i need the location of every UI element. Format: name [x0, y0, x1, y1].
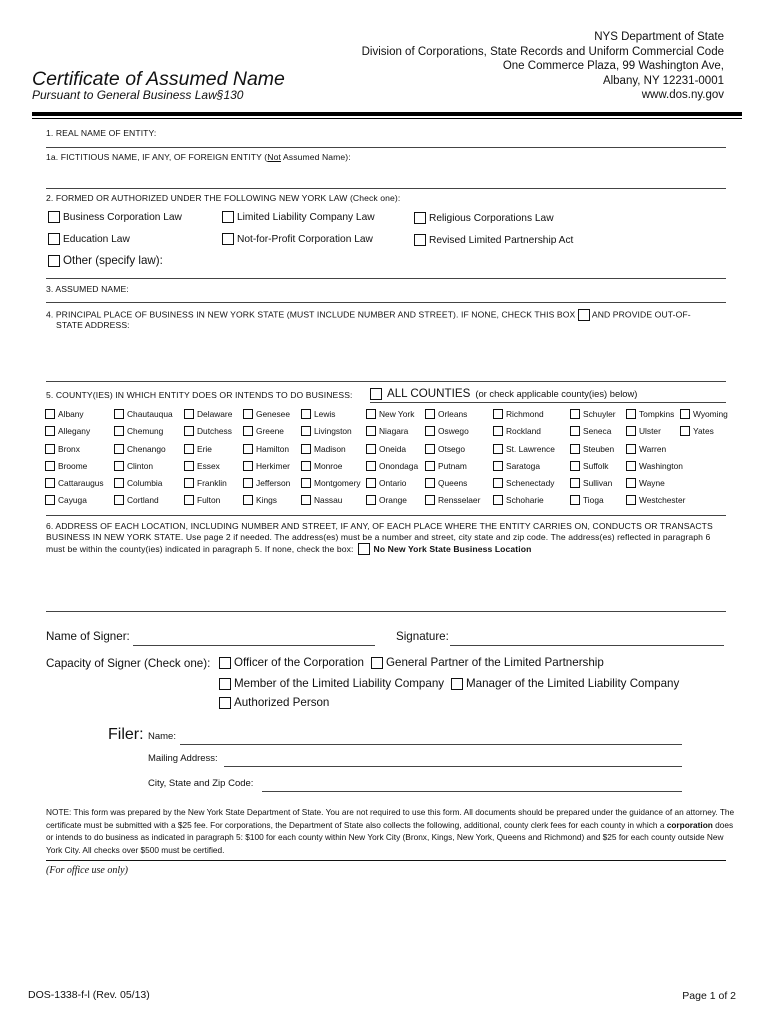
checkbox[interactable]: [222, 233, 234, 245]
county-checkbox[interactable]: [45, 409, 55, 419]
county-option-genesee[interactable]: [243, 409, 290, 419]
county-checkbox[interactable]: [184, 478, 194, 488]
agency-address-block: [362, 30, 724, 103]
county-label: Delaware: [197, 409, 233, 419]
county-label: Niagara: [379, 426, 409, 436]
signature-field[interactable]: [450, 645, 724, 646]
county-option-greene[interactable]: [243, 426, 284, 436]
county-checkbox[interactable]: [570, 478, 580, 488]
county-label: Ulster: [639, 426, 661, 436]
option-llc-manager[interactable]: Manager of the Limited Liability Company: [451, 677, 679, 690]
county-checkbox[interactable]: [243, 478, 253, 488]
county-label: Schoharie: [506, 495, 544, 505]
county-label: Yates: [693, 426, 714, 436]
form-subtitle: Pursuant to General Business Law§130: [32, 88, 244, 102]
filer-label: Filer:: [108, 726, 144, 743]
county-checkbox[interactable]: [243, 409, 253, 419]
county-checkbox[interactable]: [626, 409, 636, 419]
county-label: Madison: [314, 444, 346, 454]
county-checkbox[interactable]: [114, 478, 124, 488]
county-label: Oneida: [379, 444, 407, 454]
counties-underline: [370, 402, 726, 403]
county-option-rockland[interactable]: [493, 426, 541, 436]
option-llc-law[interactable]: Limited Liability Company Law: [222, 211, 375, 223]
county-option-richmond[interactable]: [493, 409, 544, 419]
county-label: Montgomery: [314, 478, 361, 488]
county-label: Lewis: [314, 409, 336, 419]
county-option-onondaga[interactable]: [366, 461, 418, 471]
agency-city: Albany, NY 12231-0001: [602, 74, 724, 87]
county-option-essex[interactable]: [184, 461, 220, 471]
filer-mailing-field[interactable]: [224, 766, 682, 767]
county-option-allegany[interactable]: [45, 426, 90, 436]
county-checkbox[interactable]: [366, 409, 376, 419]
county-checkbox[interactable]: [114, 426, 124, 436]
county-label: Genesee: [256, 409, 290, 419]
county-option-schuyler[interactable]: [570, 409, 616, 419]
county-option-rensselaer[interactable]: [425, 495, 480, 505]
option-education-law[interactable]: Education Law: [48, 233, 130, 245]
county-option-new-york[interactable]: [366, 409, 414, 419]
county-checkbox[interactable]: [493, 478, 503, 488]
county-option-delaware[interactable]: [184, 409, 232, 419]
section-divider: [46, 278, 726, 279]
county-option-chemung[interactable]: [114, 426, 163, 436]
county-option-oswego[interactable]: [425, 426, 469, 436]
county-checkbox[interactable]: [425, 495, 435, 505]
county-label: Queens: [438, 478, 468, 488]
checkbox[interactable]: [219, 697, 231, 709]
checkbox[interactable]: [414, 234, 426, 246]
option-revised-limited-partnership-act[interactable]: Revised Limited Partnership Act: [414, 234, 573, 246]
county-label: Rockland: [506, 426, 541, 436]
agency-division: Division of Corporations, State Records and Uniform Commercial Code: [361, 45, 724, 58]
county-checkbox[interactable]: [45, 426, 55, 436]
county-label: Monroe: [314, 461, 343, 471]
county-option-montgomery[interactable]: [301, 478, 361, 488]
county-option-sullivan[interactable]: [570, 478, 612, 488]
county-label: Wayne: [639, 478, 665, 488]
county-checkbox[interactable]: [184, 495, 194, 505]
county-option-orange[interactable]: [366, 495, 407, 505]
office-use-label: (For office use only): [46, 865, 128, 876]
county-checkbox[interactable]: [114, 409, 124, 419]
county-option-fulton[interactable]: [184, 495, 220, 505]
page-number: Page 1 of 2: [682, 990, 736, 1002]
form-title: Certificate of Assumed Name: [32, 68, 285, 90]
county-option-schenectady[interactable]: [493, 478, 554, 488]
real-name-field[interactable]: [46, 147, 726, 148]
county-checkbox[interactable]: [45, 495, 55, 505]
checkbox[interactable]: [48, 233, 60, 245]
county-label: Greene: [256, 426, 284, 436]
county-label: Kings: [256, 495, 277, 505]
county-option-steuben[interactable]: [570, 444, 614, 454]
county-option-albany[interactable]: [45, 409, 84, 419]
county-option-chenango[interactable]: [114, 444, 166, 454]
county-checkbox[interactable]: [301, 409, 311, 419]
county-label: Suffolk: [583, 461, 609, 471]
filer-name-field[interactable]: [180, 744, 682, 745]
county-label: Seneca: [583, 426, 612, 436]
county-checkbox[interactable]: [114, 461, 124, 471]
county-option-ulster[interactable]: [626, 426, 661, 436]
option-llc-member[interactable]: Member of the Limited Liability Company: [219, 677, 444, 690]
signature-label: Signature:: [396, 630, 449, 643]
county-label: Cattaraugus: [58, 478, 104, 488]
county-option-yates[interactable]: [680, 426, 714, 436]
option-not-for-profit-law[interactable]: Not-for-Profit Corporation Law: [222, 233, 373, 245]
county-checkbox[interactable]: [366, 426, 376, 436]
county-label: Clinton: [127, 461, 154, 471]
county-label: Onondaga: [379, 461, 419, 471]
county-checkbox[interactable]: [301, 461, 311, 471]
county-option-madison[interactable]: [301, 444, 346, 454]
option-religious-corporations-law[interactable]: Religious Corporations Law: [414, 212, 554, 224]
counties-heading: 5. COUNTY(IES) IN WHICH ENTITY DOES OR INTENDS TO DO BUSINESS:: [46, 390, 353, 400]
county-label: Richmond: [506, 409, 544, 419]
county-option-tompkins[interactable]: [626, 409, 674, 419]
county-option-schoharie[interactable]: [493, 495, 544, 505]
county-option-st-lawrence[interactable]: [493, 444, 555, 454]
option-other-law[interactable]: Other (specify law):: [48, 254, 163, 267]
county-checkbox[interactable]: [626, 426, 636, 436]
county-checkbox[interactable]: [493, 426, 503, 436]
county-option-niagara[interactable]: [366, 426, 408, 436]
county-label: Orange: [379, 495, 407, 505]
county-option-saratoga[interactable]: [493, 461, 540, 471]
agency-website: www.dos.ny.gov: [641, 89, 724, 101]
county-label: Rensselaer: [438, 495, 481, 505]
county-label: Schenectady: [506, 478, 555, 488]
county-option-clinton[interactable]: [114, 461, 153, 471]
county-label: Washington: [639, 461, 683, 471]
county-checkbox[interactable]: [366, 495, 376, 505]
county-label: Sullivan: [583, 478, 613, 488]
signer-name-field[interactable]: [133, 645, 375, 646]
county-option-broome[interactable]: [45, 461, 87, 471]
fee-note: NOTE: This form was prepared by the New York State Department of State. You are not required to use this form. All documents should be prepared under the guidance of an attorney. The certificate must be submitted with a $25 fee. For corporations, the Department of State also collects the following, additional, county clerk fees for each county in which a corporation does or intends to do business as indicated in paragraph 5: $100 for each county within New York City (Bronx, Kings, New York, Queens and Richmond) and $25 for each county outside New York City. All checks over $500 must be certified.: [46, 807, 735, 855]
county-checkbox[interactable]: [570, 495, 580, 505]
agency-name: NYS Department of State: [594, 31, 724, 43]
checkbox[interactable]: [371, 657, 383, 669]
county-checkbox[interactable]: [301, 478, 311, 488]
county-checkbox[interactable]: [425, 409, 435, 419]
county-option-oneida[interactable]: [366, 444, 406, 454]
county-option-herkimer[interactable]: [243, 461, 290, 471]
county-label: Chautauqua: [127, 409, 173, 419]
county-checkbox[interactable]: [184, 426, 194, 436]
county-checkbox[interactable]: [425, 478, 435, 488]
locations-heading-line1: 6. ADDRESS OF EACH LOCATION, INCLUDING NUMBER AND STREET, IF ANY, OF EACH PLACE WHERE THE ENTITY CARRIES ON, CONDUCTS OR TRANSACTS: [46, 521, 713, 531]
no-ny-address-checkbox[interactable]: [578, 309, 590, 321]
county-option-seneca[interactable]: [570, 426, 611, 436]
county-checkbox[interactable]: [570, 409, 580, 419]
county-option-kings[interactable]: [243, 495, 277, 505]
county-label: Chenango: [127, 444, 166, 454]
form-id: DOS-1338-f-l (Rev. 05/13): [28, 989, 150, 1001]
county-checkbox[interactable]: [493, 495, 503, 505]
county-option-bronx[interactable]: [45, 444, 80, 454]
county-checkbox[interactable]: [114, 444, 124, 454]
county-label: Saratoga: [506, 461, 540, 471]
county-label: Oswego: [438, 426, 469, 436]
option-authorized-person[interactable]: Authorized Person: [219, 696, 329, 709]
option-all-counties[interactable]: ALL COUNTIES (or check applicable county(ies) below): [370, 387, 637, 400]
county-label: New York: [379, 409, 415, 419]
county-checkbox[interactable]: [425, 444, 435, 454]
county-checkbox[interactable]: [243, 444, 253, 454]
county-label: Ontario: [379, 478, 407, 488]
principal-place-field[interactable]: [46, 381, 726, 382]
locations-heading: [46, 521, 713, 555]
assumed-name-field[interactable]: [46, 302, 726, 303]
locations-field[interactable]: [46, 611, 726, 612]
county-checkbox[interactable]: [626, 495, 636, 505]
county-checkbox[interactable]: [493, 444, 503, 454]
principal-place-heading-cont: STATE ADDRESS:: [56, 320, 130, 330]
county-checkbox[interactable]: [45, 478, 55, 488]
county-label: Columbia: [127, 478, 163, 488]
county-label: Jefferson: [256, 478, 291, 488]
fictitious-name-label: 1a. FICTITIOUS NAME, IF ANY, OF FOREIGN ENTITY (Not Assumed Name):: [46, 152, 351, 162]
county-checkbox[interactable]: [570, 444, 580, 454]
county-label: Putnam: [438, 461, 467, 471]
county-checkbox[interactable]: [493, 461, 503, 471]
county-checkbox[interactable]: [366, 461, 376, 471]
county-label: Tompkins: [639, 409, 675, 419]
county-option-dutchess[interactable]: [184, 426, 232, 436]
county-label: Allegany: [58, 426, 91, 436]
county-label: Bronx: [58, 444, 80, 454]
county-checkbox[interactable]: [626, 444, 636, 454]
county-label: Steuben: [583, 444, 615, 454]
county-checkbox[interactable]: [301, 444, 311, 454]
county-label: Tioga: [583, 495, 604, 505]
locations-heading-line3: must be within the county(ies) indicated in paragraph 5. If none, check the box: No New York State Business Location: [46, 543, 532, 554]
county-label: Albany: [58, 409, 84, 419]
header-rule-thin: [32, 118, 742, 119]
locations-heading-line2: BUSINESS IN NEW YORK STATE. Use page 2 if needed. The address(es) must be a number and street, city state and zip code. The address(es) reflected in paragraph 6: [46, 532, 711, 542]
county-label: Wyoming: [693, 409, 728, 419]
checkbox[interactable]: [414, 212, 426, 224]
county-option-ontario[interactable]: [366, 478, 406, 488]
county-checkbox[interactable]: [626, 461, 636, 471]
county-option-orleans[interactable]: [425, 409, 467, 419]
county-checkbox[interactable]: [301, 495, 311, 505]
county-label: Broome: [58, 461, 88, 471]
county-label: St. Lawrence: [506, 444, 555, 454]
checkbox[interactable]: [219, 657, 231, 669]
county-option-suffolk[interactable]: [570, 461, 608, 471]
checkbox[interactable]: [219, 678, 231, 690]
county-option-chautauqua[interactable]: [114, 409, 173, 419]
county-checkbox[interactable]: [243, 495, 253, 505]
county-checkbox[interactable]: [626, 478, 636, 488]
county-checkbox[interactable]: [366, 478, 376, 488]
county-option-queens[interactable]: [425, 478, 467, 488]
county-label: Chemung: [127, 426, 164, 436]
fictitious-name-field[interactable]: [46, 188, 726, 189]
county-checkbox[interactable]: [243, 461, 253, 471]
county-option-washington[interactable]: [626, 461, 683, 471]
header-rule-thick: [32, 112, 742, 116]
county-label: Dutchess: [197, 426, 232, 436]
county-label: Hamilton: [256, 444, 290, 454]
checkbox[interactable]: [451, 678, 463, 690]
county-checkbox[interactable]: [184, 444, 194, 454]
checkbox[interactable]: [48, 211, 60, 223]
county-label: Herkimer: [256, 461, 290, 471]
county-option-franklin[interactable]: [184, 478, 227, 488]
option-business-corporation-law[interactable]: Business Corporation Law: [48, 211, 182, 223]
county-checkbox[interactable]: [680, 426, 690, 436]
formation-law-heading: 2. FORMED OR AUTHORIZED UNDER THE FOLLOWING NEW YORK LAW (Check one):: [46, 193, 401, 203]
filer-city-label: City, State and Zip Code:: [148, 778, 254, 789]
county-label: Fulton: [197, 495, 221, 505]
county-label: Franklin: [197, 478, 227, 488]
real-name-label: 1. REAL NAME OF ENTITY:: [46, 128, 157, 138]
county-checkbox[interactable]: [570, 461, 580, 471]
county-option-tioga[interactable]: [570, 495, 604, 505]
filer-city-field[interactable]: [262, 791, 682, 792]
county-checkbox[interactable]: [114, 495, 124, 505]
principal-place-heading: 4. PRINCIPAL PLACE OF BUSINESS IN NEW YORK STATE (MUST INCLUDE NUMBER AND STREET). IF NONE, CHECK THIS BOX AND PROVIDE OUT-OF-: [46, 309, 691, 320]
agency-street: One Commerce Plaza, 99 Washington Ave,: [502, 60, 724, 72]
county-label: Orleans: [438, 409, 468, 419]
county-label: Westchester: [639, 495, 686, 505]
county-option-hamilton[interactable]: [243, 444, 289, 454]
option-officer[interactable]: Officer of the Corporation: [219, 656, 364, 669]
county-checkbox[interactable]: [301, 426, 311, 436]
county-checkbox[interactable]: [366, 444, 376, 454]
county-option-columbia[interactable]: [114, 478, 162, 488]
county-option-putnam[interactable]: [425, 461, 467, 471]
county-label: Nassau: [314, 495, 343, 505]
county-option-lewis[interactable]: [301, 409, 335, 419]
county-option-livingston[interactable]: [301, 426, 352, 436]
county-option-jefferson[interactable]: [243, 478, 290, 488]
county-option-otsego[interactable]: [425, 444, 465, 454]
county-option-nassau[interactable]: [301, 495, 342, 505]
all-counties-checkbox[interactable]: [370, 388, 382, 400]
county-option-westchester[interactable]: [626, 495, 685, 505]
section-divider: [46, 515, 726, 516]
county-checkbox[interactable]: [680, 409, 690, 419]
county-option-cortland[interactable]: [114, 495, 159, 505]
county-option-wayne[interactable]: [626, 478, 665, 488]
checkbox[interactable]: [48, 255, 60, 267]
county-label: Warren: [639, 444, 667, 454]
no-location-checkbox[interactable]: [358, 543, 370, 555]
county-label: Essex: [197, 461, 220, 471]
county-label: Cortland: [127, 495, 159, 505]
county-label: Otsego: [438, 444, 466, 454]
county-checkbox[interactable]: [493, 409, 503, 419]
county-checkbox[interactable]: [425, 426, 435, 436]
county-checkbox[interactable]: [45, 444, 55, 454]
checkbox[interactable]: [222, 211, 234, 223]
county-label: Schuyler: [583, 409, 616, 419]
county-checkbox[interactable]: [184, 409, 194, 419]
county-option-wyoming[interactable]: [680, 409, 728, 419]
filer-name-label: Name:: [148, 731, 176, 742]
note-divider: [46, 860, 726, 861]
assumed-name-label: 3. ASSUMED NAME:: [46, 284, 129, 294]
option-general-partner[interactable]: General Partner of the Limited Partnership: [371, 656, 604, 669]
county-option-cayuga[interactable]: [45, 495, 87, 505]
county-label: Livingston: [314, 426, 352, 436]
county-checkbox[interactable]: [45, 461, 55, 471]
signer-name-label: Name of Signer:: [46, 630, 130, 643]
county-label: Cayuga: [58, 495, 87, 505]
county-checkbox[interactable]: [184, 461, 194, 471]
filer-mailing-label: Mailing Address:: [148, 753, 218, 764]
county-label: Erie: [197, 444, 212, 454]
county-option-cattaraugus[interactable]: [45, 478, 104, 488]
county-checkbox[interactable]: [570, 426, 580, 436]
county-option-monroe[interactable]: [301, 461, 342, 471]
county-option-erie[interactable]: [184, 444, 212, 454]
capacity-label: Capacity of Signer (Check one):: [46, 657, 211, 670]
county-option-warren[interactable]: [626, 444, 666, 454]
county-checkbox[interactable]: [243, 426, 253, 436]
county-checkbox[interactable]: [425, 461, 435, 471]
